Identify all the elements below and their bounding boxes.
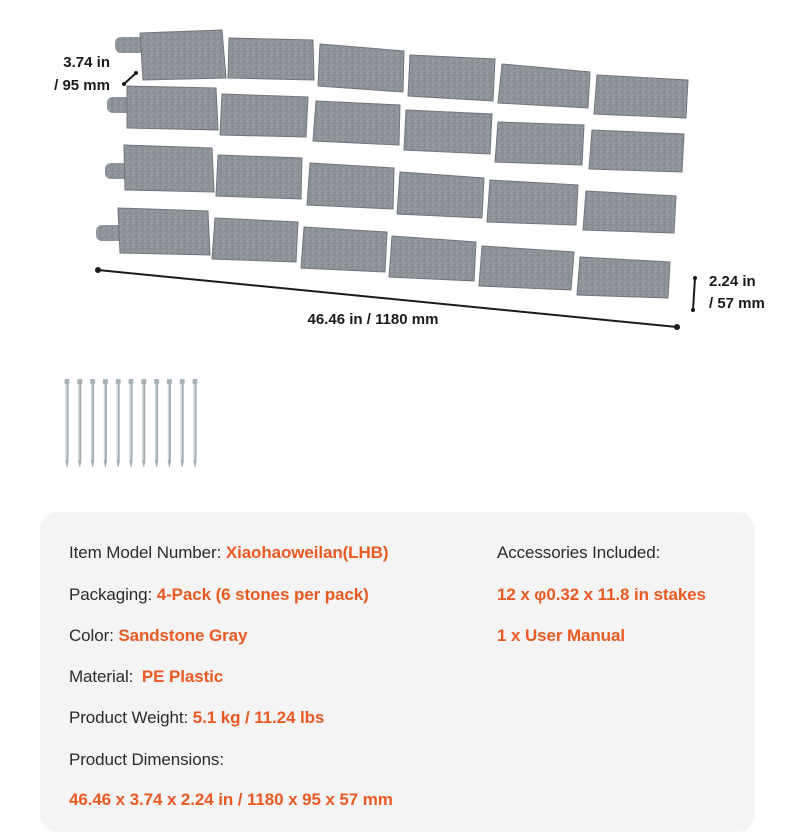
packaging-label: Packaging:	[69, 585, 153, 604]
stake	[103, 379, 108, 468]
length-label: 46.46 in / 1180 mm	[307, 311, 439, 328]
spec-card	[40, 512, 755, 832]
dimensions-value: 46.46 x 3.74 x 2.24 in / 1180 x 95 x 57 mm	[69, 790, 393, 809]
model-value: Xiaohaoweilan(LHB)	[225, 543, 389, 562]
material-label: Material:	[69, 667, 134, 686]
spec-material	[69, 667, 223, 687]
stake	[141, 379, 146, 468]
spec-color	[69, 626, 247, 646]
stake	[167, 379, 172, 468]
spec-dimensions	[69, 750, 224, 770]
stake	[180, 379, 185, 468]
spec-weight	[69, 708, 324, 728]
accessory-item-manual: 1 x User Manual	[497, 626, 625, 645]
stake	[65, 379, 70, 468]
dimensions-label: Product Dimensions:	[69, 750, 224, 769]
weight-value: 5.1 kg / 11.24 lbs	[192, 708, 325, 727]
width-label-line1: 3.74 in	[63, 54, 110, 71]
color-label: Color:	[69, 626, 114, 645]
width-label-line2: / 95 mm	[54, 77, 110, 94]
stake	[77, 379, 82, 468]
stake	[154, 379, 159, 468]
width-dimension-marker	[122, 71, 138, 86]
accessory-item-stakes: 12 x φ0.32 x 11.8 in stakes	[497, 585, 706, 604]
packaging-value: 4-Pack (6 stones per pack)	[156, 585, 369, 604]
accessories-title: Accessories Included:	[497, 543, 661, 562]
color-value: Sandstone Gray	[118, 626, 248, 645]
stake	[116, 379, 121, 468]
stake	[129, 379, 134, 468]
height-label-line1: 2.24 in	[709, 273, 756, 290]
model-label: Item Model Number:	[69, 543, 222, 562]
spec-packaging	[69, 585, 369, 605]
stake	[193, 379, 198, 468]
weight-label: Product Weight:	[69, 708, 189, 727]
height-label-line2: / 57 mm	[709, 295, 765, 312]
material-value: PE Plastic	[141, 667, 224, 686]
spec-model	[69, 543, 388, 563]
stakes-group	[65, 379, 198, 468]
height-dimension-marker	[691, 276, 697, 312]
stake	[90, 379, 95, 468]
